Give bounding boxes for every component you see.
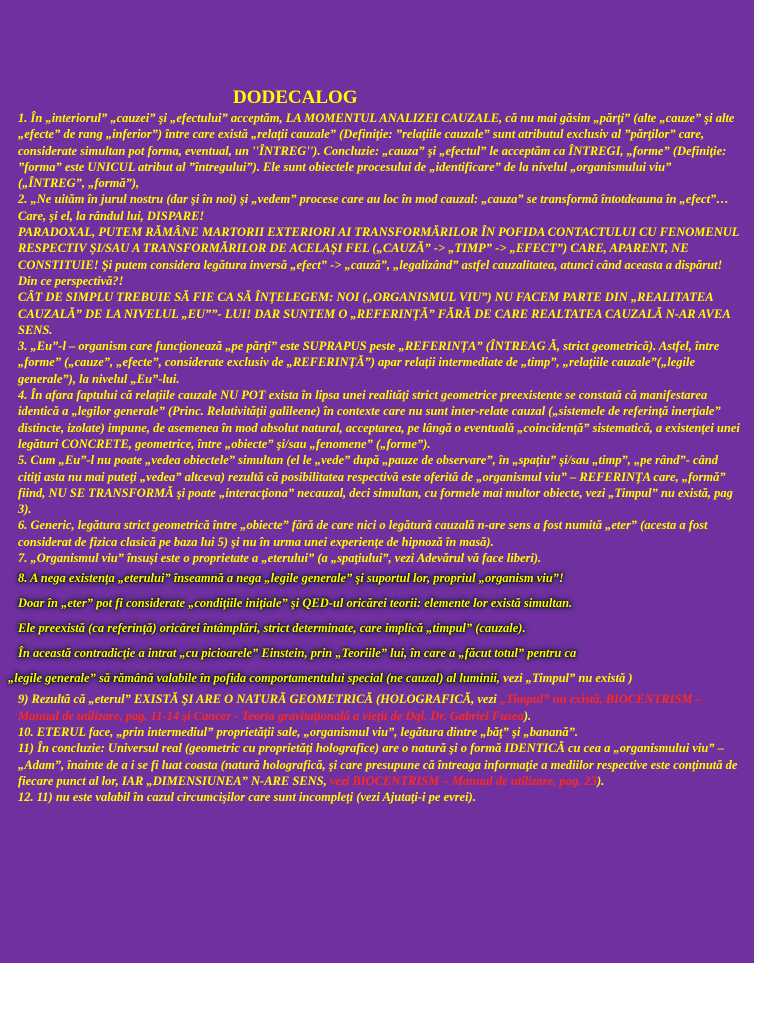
paragraph-11-text: 11) În concluzie: Universul real (geometric cu proprietăţi holografice) are o natură şi o formă IDENTICĂ cu cea a „organismului viu” – „Adam”, înainte de a i se fi luat coasta (natură holografică, şi care presupune că întreaga informaţie a mediilor respective este conţinută de fiecare punct al lor, IAR „DIMENSIUNEA” N-ARE SENS, (18, 741, 738, 788)
paragraph-8-line-5 (8, 666, 740, 691)
paragraph-2-conclusion: CÂT DE SIMPLU TREBUIE SĂ FIE CA SĂ ÎNŢELEGEM: NOI („ORGANISMUL VIU”) NU FACEM PARTE DIN „REALITATEA CAUZALĂ” DE LA NIVELUL „EU””- LUI! DAR SUNTEM O „REFERINŢĂ” FĂRĂ DE CARE REALTATEA CAUZALĂ N-AR AVEA SENS. (18, 290, 730, 337)
paragraph-3: 3. „Eu”-l – organism care funcţionează „pe părţi” este SUPRAPUS peste „REFERINŢA” (ÎNTREAG Ă, strict geometrică). Astfel, între „forme” („cauze”, „efecte”, considerate exclusiv de „REFERINŢĂ”) apar relaţii intermediate de „timp”, „relaţiile cauzale”(„legile generale”), la nivelul „Eu”-lui. (18, 339, 720, 386)
paragraph-8-line-2: Doar în „eter” pot fi considerate „condiţiile iniţiale” şi QED-ul oricărei teorii: elemente lor există simultan. (18, 596, 573, 611)
paragraph-2: 2. „Ne uităm în jurul nostru (dar şi în noi) şi „vedem” procese care au loc în mod cauzal: „cauza” se transformă întotdeauna în „efect”… Care, şi el, la rândul lui, DISPARE! (18, 192, 729, 223)
paragraph-8-line-4: În această contradicţie a intrat „cu picioarele” Einstein, prin „Teoriile” lui, în care a „făcut totul” pentru ca (18, 646, 577, 661)
paragraph-11 (8, 740, 740, 789)
paragraph-11-reference-link[interactable]: vezi BIOCENTRISM – Manual de utilizare, pag. 23 (329, 773, 597, 788)
paragraph-8-line-1: 8. A nega existenţa „eterului” înseamnă a nega „legile generale” şi suportul lor, propriul „organism viu”! (18, 571, 564, 586)
paragraph-5: 5. Cum „Eu”-l nu poate „vedea obiectele” simultan (el le „vede” după „pauze de observare”, în „spaţiu” şi/sau „timp”, „pe rând”- când citiţi asta nu mai puteţi „vedea” altceva) rezultă că posibilitatea respectivă este oferită de „organismul viu” – REFERINŢA care, „formă” fiind, NU SE TRANSFORMĂ şi poate „interacţiona” necauzal, deci simultan, cu formele mai multor obiecte, vezi „Timpul” nu există, pag 3). (18, 453, 733, 517)
paragraph-1: 1. În „interiorul” „cauzei” şi „efectului” acceptăm, LA MOMENTUL ANALIZEI CAUZALE, că nu mai găsim „părţi” (alte „cauze” şi alte „efecte” de rang „inferior”) între care există „relaţii cauzale” (Definiţie: ”relaţiile cauzale” sunt atributul exclusiv al ”părţilor” care, considerate simultan pot forma, eventual, un ''ÎNTREG''). Concluzie: „cauza” şi „efectul” le acceptăm ca ÎNTREGI, „forme” (Definiţie: ”forma” este UNICUL atribut al ”întregului”). Ele sunt obiectele procesului de „identificare” de la nivelul „organismului viu” („ÎNTREG”, „formă”), (18, 111, 735, 191)
paragraph-6: 6. Generic, legătura strict geometrică între „obiecte” fără de care nici o legătură cauzală n-are sens a fost numită „eter” (acesta a fost considerat de fizica clasică pe baza lui 5) şi nu în urma unei experienţe de hipnoză în masă). (18, 518, 708, 549)
paragraph-9-end: ). (523, 708, 532, 723)
paragraph-7: 7. „Organismul viu” însuşi este o proprietate a „eterului” (a „spaţiului”, vezi Adevărul vă face liberi). (18, 551, 542, 566)
paragraph-9-reference-link[interactable]: „Timpul” nu există, BIOCENTRISM – Manual de utilizare, pag. 11-14 şi Cancer - Teoria gravitaţională a vieţii de Dql. Dr. Gabriel Fusea (18, 692, 702, 723)
paragraph-4: 4. În afara faptului că relaţiile cauzale NU POT exista în lipsa unei realităţi strict geometrice preexistente se constată că manifestarea identică a „legilor generale” (Princ. Relativităţii galileene) în contexte care nu sunt inter-relate cauzal („sistemele de referinţă inerţiale” distincte, izolate) impune, de asemenea în mod absolut natural, acceptarea, pe lângă o eventuală „coincidenţă” sistematică, a existenţei unei legături CONCRETE, geometrice, între „obiecte” şi/sau „fenomene” („forme”). (18, 388, 740, 451)
paragraph-8-line-3: Ele preexistă (ca referinţă) oricărei întâmplări, strict determinate, care implică „timpul” (cauzale). (18, 621, 526, 636)
paragraph-9-text: 9) Rezultă că „eterul” EXISTĂ ŞI ARE O NATURĂ GEOMETRICĂ (HOLOGRAFICĂ, vezi (18, 692, 497, 707)
paragraph-2-paradox: PARADOXAL, PUTEM RĂMÂNE MARTORII EXTERIORI AI TRANSFORMĂRILOR ÎN POFIDA CONTACTULUI CU FENOMENUL RESPECTIV ŞI/SAU A TRANSFORMĂRILOR DE ACELAŞI FEL („CAUZĂ” -> „TIMP” -> „EFECT”) CARE, APARENT, NE CONSTITUIE! Şi putem considera legătura inversă „efect” -> „cauză”, „legalizând” astfel cauzalitatea, atunci când aceasta a dispărut! Din ce perspectivă?! (18, 225, 739, 288)
paragraph-12: 12. 11) nu este valabil în cazul circumcişilor care sunt incompleţi (vezi Ajutaţi-i pe evrei). (18, 790, 476, 805)
paragraph-9 (8, 691, 740, 724)
paragraph-8-reference: vezi „Timpul” nu există ) (503, 671, 633, 686)
paragraph-10: 10. ETERUL face, „prin intermediul” proprietăţii sale, „organismul viu”, legătura dintre „băţ” şi „banană”. (18, 724, 579, 739)
paragraph-11-end: ). (596, 773, 605, 788)
document-title: DODECALOG (233, 87, 358, 108)
paragraph-8-glow-text: „legile generale” să rămână valabile în pofida comportamentului special (ne cauzal) al luminii, (8, 671, 501, 686)
document-body (8, 86, 740, 805)
